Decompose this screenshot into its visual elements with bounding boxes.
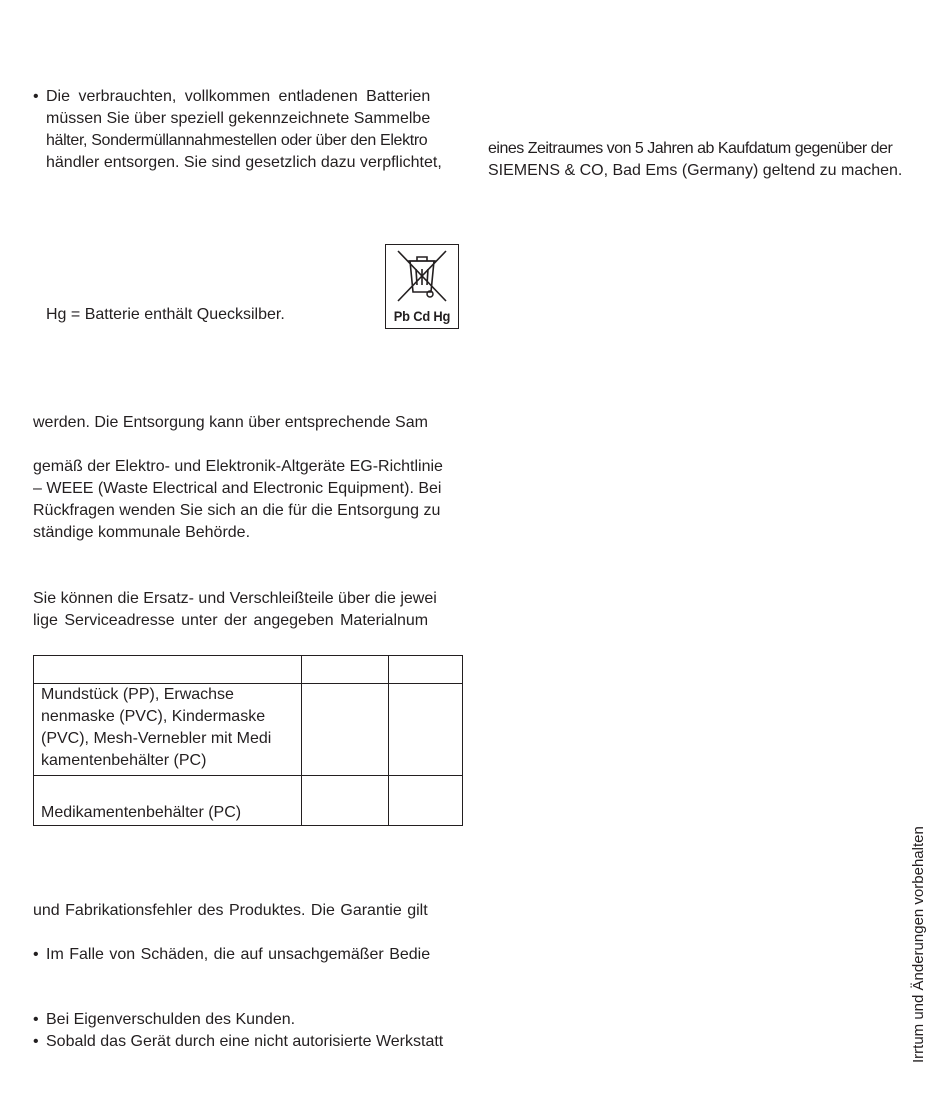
bullet-icon: • [33, 1033, 39, 1050]
bullet-icon: • [33, 88, 39, 105]
battery-disposal-line-3: hälter, Sondermüllannahmestellen oder über den Elektro [46, 132, 428, 149]
warranty-exclusion-item [33, 944, 463, 966]
description-line: Medikamentenbehälter (PC) [41, 804, 242, 821]
description-line: (PVC), Mesh-Vernebler mit Medi [41, 730, 272, 747]
table-header-row [34, 656, 463, 684]
side-note: Irrtum und Änderungen vorbehalten [910, 826, 927, 1063]
description-line: kamentenbehälter (PC) [41, 752, 207, 769]
table-row [34, 684, 463, 776]
device-disposal-line: werden. Die Entsorgung kann über entsprechende Sam [33, 414, 428, 431]
disposal-symbol [385, 244, 459, 329]
spare-parts-table [33, 655, 463, 826]
battery-disposal-line-1: Die verbrauchten, vollkommen entladenen Batterien [46, 88, 431, 105]
bullet-icon: • [33, 1011, 39, 1028]
warranty-exclusion-text: Sobald das Gerät durch eine nicht autorisierte Werkstatt [46, 1033, 444, 1050]
description-line: Mundstück (PP), Erwachse [41, 686, 234, 703]
warranty-period-line-1: eines Zeitraumes von 5 Jahren ab Kaufdatum gegenüber der [488, 140, 893, 157]
spare-parts-line-1: Sie können die Ersatz- und Verschleißteile über die jewei [33, 590, 437, 607]
table-cell [302, 684, 389, 776]
crossed-out-wheelie-bin-icon [386, 245, 458, 307]
bullet-icon: • [33, 946, 39, 963]
warranty-line: und Fabrikationsfehler des Produktes. Die Garantie gilt [33, 902, 428, 919]
spare-parts-line-2: lige Serviceadresse unter der angegeben Materialnum [33, 612, 429, 629]
warranty-period-line-2: SIEMENS & CO, Bad Ems (Germany) geltend zu machen. [488, 162, 903, 179]
table-cell [302, 776, 389, 826]
heavy-metal-label: Pb Cd Hg [393, 308, 451, 324]
table-cell-description [34, 776, 302, 826]
weee-line-2: – WEEE (Waste Electrical and Electronic Equipment). Bei [33, 480, 442, 497]
battery-disposal-line-4: händler entsorgen. Sie sind gesetzlich dazu verpflichtet, [46, 154, 442, 171]
weee-line-1: gemäß der Elektro- und Elektronik-Altgeräte EG-Richtlinie [33, 458, 443, 475]
warranty-exclusion-text: Im Falle von Schäden, die auf unsachgemäßer Bedie [46, 946, 431, 963]
warranty-exclusion-item [33, 1031, 463, 1053]
mercury-note: Hg = Batterie enthält Quecksilber. [46, 306, 285, 323]
table-cell [389, 684, 463, 776]
warranty-exclusion-item [33, 1009, 463, 1031]
table-cell [389, 776, 463, 826]
weee-line-4: ständige kommunale Behörde. [33, 524, 251, 541]
battery-disposal-line-2: müssen Sie über speziell gekennzeichnete Sammelbe [46, 110, 431, 127]
description-line: nenmaske (PVC), Kindermaske [41, 708, 266, 725]
warranty-exclusion-text: Bei Eigenverschulden des Kunden. [46, 1011, 296, 1028]
table-header-cell [302, 656, 389, 684]
table-header-cell [389, 656, 463, 684]
table-cell-description [34, 684, 302, 776]
table-row [34, 776, 463, 826]
table-header-cell [34, 656, 302, 684]
battery-disposal-paragraph [33, 86, 463, 176]
weee-line-3: Rückfragen wenden Sie sich an die für die Entsorgung zu [33, 502, 441, 519]
